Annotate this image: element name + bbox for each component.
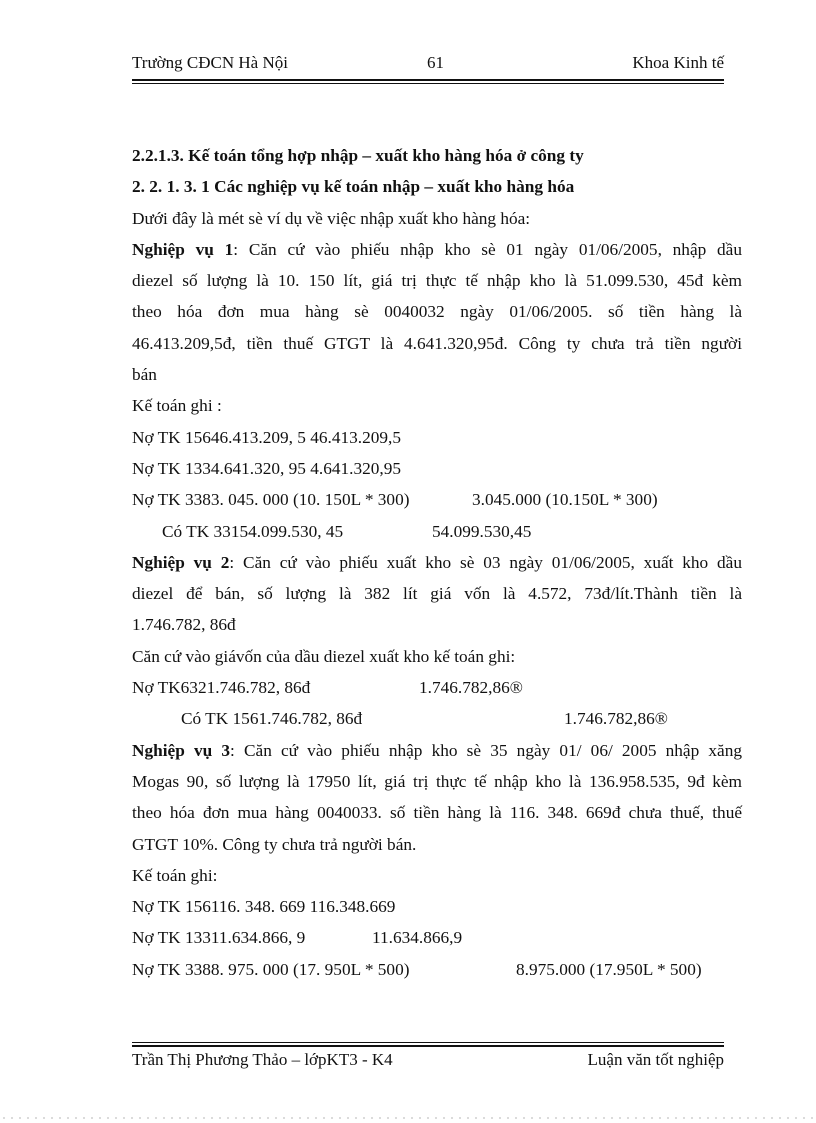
op1-label: Nghiệp vụ 1	[132, 239, 234, 259]
header-rule	[132, 79, 724, 84]
op2-entry-amount: 1.746.782,86®	[564, 709, 668, 729]
op3-paragraph-line: theo hóa đơn mua hàng 0040033. số tiền hàng là 116. 348. 669đ chưa thuế, thuế	[132, 803, 742, 823]
op2-entry	[132, 703, 742, 734]
op1-entry-debit: Nợ TK 3383. 045. 000 (10. 150L * 300)	[132, 490, 410, 510]
page-footer	[132, 1049, 724, 1075]
op2-paragraph-line: Căn cứ vào giávốn của dầu diezel xuất kho kế toán ghi:	[132, 646, 516, 666]
op2-entry-amount: 1.746.782,86®	[419, 678, 523, 698]
op3-entry	[132, 954, 742, 985]
document-body	[132, 140, 742, 985]
op3-paragraph-line: GTGT 10%. Công ty chưa trả người bán.	[132, 834, 417, 854]
intro-text: Dưới đây là mét sè ví dụ về việc nhập xuất kho hàng hóa:	[132, 208, 531, 228]
op2-paragraph-line: diezel để bán, số lượng là 382 lít giá vốn là 4.572, 73đ/lít.Thành tiền là	[132, 584, 742, 604]
op2-paragraph-line: 1.746.782, 86đ	[132, 615, 236, 635]
op1-paragraph-line: theo hóa đơn mua hàng sè 0040032 ngày 01/06/2005. số tiền hàng là	[132, 302, 742, 322]
section-heading: 2.2.1.3. Kế toán tổng hợp nhập – xuất kho hàng hóa ở công ty	[132, 146, 584, 165]
header-school: Trường CĐCN Hà Nội	[132, 53, 288, 72]
footer-doc-type: Luận văn tốt nghiệp	[587, 1050, 724, 1069]
op3-label: Nghiệp vụ 3	[132, 740, 231, 760]
header-faculty: Khoa Kinh tế	[632, 53, 724, 72]
op2-entry-debit: Nợ TK6321.746.782, 86đ	[132, 678, 311, 698]
footer-rule	[132, 1042, 724, 1047]
op3-paragraph-line: Mogas 90, số lượng là 17950 lít, giá trị thực tế nhập kho là 136.958.535, 9đ kèm	[132, 771, 742, 791]
op2-entry-credit: Có TK 1561.746.782, 86đ	[181, 709, 363, 729]
op2-entry	[132, 672, 742, 703]
op1-paragraph-line: diezel số lượng là 10. 150 lít, giá trị thực tế nhập kho là 51.099.530, 45đ kèm	[132, 271, 742, 291]
op3-entry: Nợ TK 156116. 348. 669 116.348.669	[132, 897, 396, 917]
op1-entry-amount: 3.045.000 (10.150L * 300)	[472, 490, 658, 510]
header-page-number: 61	[427, 53, 444, 72]
op1-entry: Nợ TK 15646.413.209, 5 46.413.209,5	[132, 427, 401, 447]
op3-entry-debit: Nợ TK 3388. 975. 000 (17. 950L * 500)	[132, 959, 410, 979]
op3-entry-amount: 11.634.866,9	[372, 928, 463, 948]
op1-entry-label: Kế toán ghi :	[132, 396, 222, 416]
op2-paragraph-line: Nghiệp vụ 2: Căn cứ vào phiếu xuất kho sè 03 ngày 01/06/2005, xuất kho dầu	[132, 552, 742, 572]
op1-entry	[132, 516, 742, 547]
op3-entry-amount: 8.975.000 (17.950L * 500)	[516, 959, 702, 979]
op1-entry	[132, 484, 742, 515]
page-header	[132, 50, 724, 78]
op3-entry-label: Kế toán ghi:	[132, 865, 218, 885]
page-bottom-border	[0, 1116, 816, 1120]
op1-paragraph-line: bán	[132, 365, 157, 385]
op1-entry-amount: 54.099.530,45	[432, 521, 532, 541]
op3-entry-debit: Nợ TK 13311.634.866, 9	[132, 928, 306, 948]
op1-entry-credit: Có TK 33154.099.530, 45	[162, 521, 344, 541]
subsection-heading: 2. 2. 1. 3. 1 Các nghiệp vụ kế toán nhập – xuất kho hàng hóa	[132, 177, 575, 197]
footer-author: Trần Thị Phương Thảo – lớpKT3 - K4	[132, 1050, 393, 1069]
op1-paragraph-line: 46.413.209,5đ, tiền thuế GTGT là 4.641.320,95đ. Công ty chưa trả tiền người	[132, 333, 742, 353]
op2-label: Nghiệp vụ 2	[132, 552, 230, 572]
op3-entry	[132, 922, 742, 953]
op3-paragraph-line: Nghiệp vụ 3: Căn cứ vào phiếu nhập kho sè 35 ngày 01/ 06/ 2005 nhập xăng	[132, 740, 742, 760]
op1-paragraph-line: Nghiệp vụ 1: Căn cứ vào phiếu nhập kho sè 01 ngày 01/06/2005, nhập dầu	[132, 239, 742, 259]
op1-entry: Nợ TK 1334.641.320, 95 4.641.320,95	[132, 458, 401, 478]
